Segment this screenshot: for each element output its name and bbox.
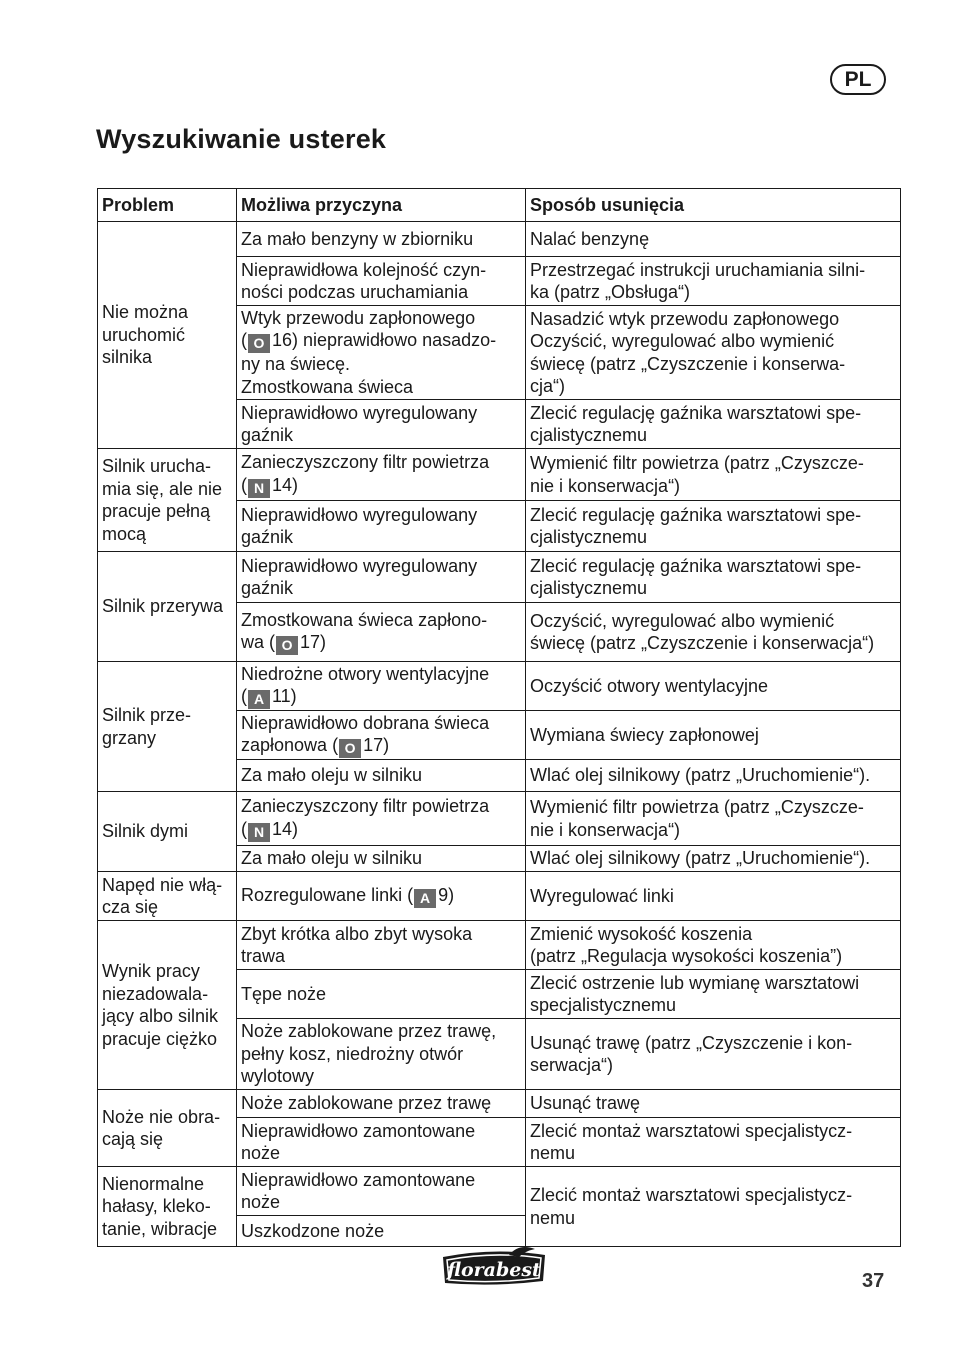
cell-line [102, 983, 232, 1006]
cell-line [102, 1106, 232, 1129]
cell-text: Zanieczyszczony filtr powietrza [241, 796, 490, 817]
cell-line [241, 734, 521, 758]
cell-line [530, 308, 896, 331]
cell-text: pełny kosz, niedrożny otwór [241, 1043, 464, 1064]
cell-text: zapłonowa ( [241, 735, 339, 756]
remedy-cell [526, 449, 901, 501]
remedy-cell [526, 921, 901, 970]
cell-text: Przestrzegać instrukcji uruchamiania silni- [530, 259, 866, 280]
remedy-cell [526, 662, 901, 711]
cell-text: Nieprawidłowo dobrana świeca [241, 712, 490, 733]
cell-line [102, 820, 232, 843]
cause-cell [237, 1090, 526, 1118]
cell-line [102, 1173, 232, 1196]
cell-line [102, 896, 232, 919]
cell-text: ( [241, 474, 247, 495]
problem-cell [98, 872, 237, 921]
cell-text: Wymiana świecy zapłonowej [530, 724, 759, 745]
cell-line [241, 923, 521, 946]
cell-line [530, 847, 896, 870]
cell-text: Nieprawidłowo wyregulowany [241, 555, 478, 576]
cell-line [241, 1065, 521, 1088]
cell-text: Wymienić filtr powietrza (patrz „Czyszcze- [530, 453, 864, 473]
cell-line [241, 712, 521, 735]
cell-text: Za mało benzyny w zbiorniku [241, 228, 474, 249]
cell-text: Silnik dymi [102, 821, 189, 842]
cell-text: Niedrożne otwory wentylacyjne [241, 663, 490, 684]
cell-line [530, 796, 896, 819]
cell-line [241, 631, 521, 655]
cell-text: nemu [530, 1143, 576, 1163]
cell-text: Zmostkowana świeca zapłono- [241, 609, 488, 630]
cell-text: Zmienić wysokość koszenia [530, 923, 753, 944]
cell-text: Tępe noże [241, 983, 327, 1004]
problem-cell [98, 792, 237, 872]
cause-cell [237, 711, 526, 760]
cell-text: nie i konserwacja“) [530, 819, 681, 840]
cell-text: świecę (patrz „Czyszczenie i konserwa- [530, 353, 846, 374]
page-title: Wyszukiwanie usterek [96, 124, 387, 154]
cell-text: nie i konserwacja“) [530, 475, 681, 496]
problem-cell [98, 1167, 237, 1247]
cause-cell [237, 1118, 526, 1167]
cell-line [530, 228, 896, 251]
cell-text: hałasy, kleko- [102, 1196, 211, 1217]
cell-line [241, 228, 521, 251]
cell-text: Za mało oleju w silniku [241, 848, 423, 869]
table-header-row [98, 189, 901, 222]
cell-text: Nieprawidłowa kolejność czyn- [241, 259, 487, 280]
cell-line [530, 526, 896, 549]
cell-line [241, 1120, 521, 1143]
problem-cell [98, 1090, 237, 1167]
cell-text: Noże zablokowane przez trawę [241, 1093, 492, 1114]
cell-text: Rozregulowane linki ( [241, 885, 414, 905]
cell-text: Wynik pracy [102, 961, 200, 981]
remedy-cell [526, 1167, 901, 1247]
cell-text: Silnik prze- [102, 705, 192, 725]
cause-cell [237, 449, 526, 501]
cell-text: 14) [272, 818, 299, 839]
cell-text: noże [241, 1143, 281, 1163]
cell-line [102, 960, 232, 983]
cell-text: 16) nieprawidłowo nasadzo- [272, 330, 497, 351]
cell-line [102, 455, 232, 478]
cell-text: wa ( [241, 632, 276, 653]
cell-text: 17) [363, 735, 390, 756]
cell-text: Nalać benzynę [530, 228, 650, 249]
cell-text: Noże nie obra- [102, 1106, 221, 1127]
cell-line [102, 324, 232, 347]
cell-text: Zlecić montaż warsztatowi specjalistycz- [530, 1120, 853, 1141]
cell-line [102, 523, 232, 546]
cell-line [241, 259, 521, 282]
cell-text: Nieprawidłowo zamontowane [241, 1169, 476, 1190]
cell-text: Usunąć trawę [530, 1093, 641, 1114]
column-header-remedy: Sposób usunięcia [526, 189, 901, 222]
cell-line [530, 475, 896, 498]
cell-text: Oczyścić, wyregulować albo wymienić [530, 331, 835, 351]
figure-reference-badge: N [248, 479, 270, 498]
cell-text: cjalistycznemu [530, 578, 648, 598]
cell-line [241, 1169, 521, 1192]
cell-line [530, 675, 896, 698]
cell-text: silnika [102, 347, 153, 368]
remedy-cell [526, 306, 901, 400]
cause-cell [237, 1216, 526, 1247]
cell-text: wylotowy [241, 1066, 315, 1087]
remedy-cell [526, 1090, 901, 1118]
figure-reference-badge: O [248, 334, 270, 353]
cell-line [102, 1195, 232, 1218]
problem-cell [98, 552, 237, 662]
cause-cell [237, 222, 526, 257]
cell-text: tanie, wibracje [102, 1218, 218, 1239]
cell-line [102, 301, 232, 324]
cell-text: Nienormalne [102, 1173, 205, 1194]
cell-text: Zbyt krótka albo zbyt wysoka [241, 923, 473, 944]
problem-cell [98, 662, 237, 792]
remedy-cell [526, 711, 901, 760]
cell-text: cjalistycznemu [530, 425, 648, 445]
cell-line [241, 1142, 521, 1165]
cell-text: Zlecić regulację gaźnika warsztatowi spe- [530, 555, 862, 576]
table-row [98, 662, 901, 711]
problem-cell [98, 449, 237, 552]
remedy-cell [526, 792, 901, 846]
cell-text: nemu [530, 1207, 576, 1228]
cell-text: Wlać olej silnikowy (patrz „Uruchomienie“). [530, 848, 871, 869]
cell-text: ( [241, 686, 247, 707]
figure-reference-badge: O [276, 636, 298, 655]
cell-text: jący albo silnik [102, 1006, 219, 1026]
cell-line [102, 1218, 232, 1241]
cell-text: Usunąć trawę (patrz „Czyszczenie i kon- [530, 1032, 853, 1053]
cell-line [102, 1128, 232, 1151]
cell-text: Silnik urucha- [102, 456, 212, 476]
cell-line [241, 1092, 521, 1115]
cause-cell [237, 501, 526, 552]
remedy-cell [526, 552, 901, 603]
cell-line [241, 884, 521, 908]
cause-cell [237, 257, 526, 306]
cell-line [102, 346, 232, 369]
cause-cell [237, 760, 526, 792]
cell-line [530, 885, 896, 908]
cell-line [530, 764, 896, 787]
remedy-cell [526, 760, 901, 792]
cell-line [530, 945, 896, 968]
cell-text: pracuje pełną [102, 501, 211, 521]
cell-line [530, 375, 896, 398]
cell-line [102, 595, 232, 618]
cell-line [530, 330, 896, 353]
page-number: 37 [862, 1270, 885, 1292]
cell-line [102, 1028, 232, 1051]
cell-line [241, 1020, 521, 1043]
cell-line [241, 402, 521, 425]
table-row [98, 552, 901, 603]
figure-reference-badge: A [248, 690, 270, 709]
cell-line [102, 727, 232, 750]
cell-text: Nieprawidłowo wyregulowany [241, 504, 478, 525]
cell-text: uruchomić [102, 324, 186, 345]
column-header-problem: Problem [98, 189, 237, 222]
problem-cell [98, 921, 237, 1090]
figure-reference-badge: A [414, 889, 436, 908]
cell-line [102, 1005, 232, 1028]
table-row [98, 449, 901, 501]
troubleshooting-table [97, 188, 901, 1247]
cell-text: 11) [272, 686, 297, 707]
cell-line [241, 1191, 521, 1214]
table-row [98, 1090, 901, 1118]
cause-cell [237, 1167, 526, 1216]
cell-text: Zlecić regulację gaźnika warsztatowi spe- [530, 504, 862, 525]
cell-text: 17) [300, 632, 327, 653]
cell-text: Napęd nie włą- [102, 874, 223, 895]
remedy-cell [526, 400, 901, 449]
cell-line [530, 1207, 896, 1230]
cell-text: cza się [102, 897, 159, 917]
figure-reference-badge: O [339, 739, 361, 758]
cell-line [530, 1142, 896, 1165]
cell-text: niezadowala- [102, 983, 209, 1004]
cell-line [241, 663, 521, 686]
cause-cell [237, 970, 526, 1019]
cell-line [530, 923, 896, 946]
cell-line [241, 504, 521, 527]
table-row [98, 792, 901, 846]
cause-cell [237, 603, 526, 662]
cell-line [530, 972, 896, 995]
cell-line [241, 474, 521, 498]
remedy-cell [526, 970, 901, 1019]
remedy-cell [526, 222, 901, 257]
cell-text: grzany [102, 727, 157, 748]
cell-text: Zlecić ostrzenie lub wymianę warsztatowi [530, 972, 860, 993]
cell-text: cają się [102, 1129, 164, 1149]
language-badge: PL [830, 64, 886, 95]
logo-text: florabest [447, 1259, 541, 1281]
cell-line [530, 1054, 896, 1077]
cell-text: gaźnik [241, 578, 294, 598]
cell-text: Zlecić regulację gaźnika warsztatowi spe- [530, 402, 862, 423]
cause-cell [237, 921, 526, 970]
cell-text: serwacja“) [530, 1055, 614, 1075]
cell-line [530, 555, 896, 578]
cell-line [530, 724, 896, 747]
cell-line [241, 424, 521, 447]
cell-line [530, 281, 896, 304]
figure-reference-badge: N [248, 823, 270, 842]
cell-line [241, 685, 521, 709]
cell-line [530, 424, 896, 447]
remedy-cell [526, 1118, 901, 1167]
cell-text: Wlać olej silnikowy (patrz „Uruchomienie“). [530, 765, 871, 786]
cell-line [241, 818, 521, 842]
cell-line [530, 1184, 896, 1207]
cell-text: Za mało oleju w silniku [241, 765, 423, 786]
cell-line [530, 1092, 896, 1115]
cell-text: gaźnik [241, 527, 294, 547]
cell-line [241, 577, 521, 600]
cause-cell [237, 1019, 526, 1090]
remedy-cell [526, 846, 901, 872]
cell-text: ka (patrz „Obsługa“) [530, 282, 691, 302]
cell-text: specjalistycznemu [530, 995, 677, 1015]
florabest-logo [439, 1245, 549, 1287]
cell-text: trawa [241, 946, 286, 966]
cell-line [530, 994, 896, 1017]
cell-line [241, 376, 521, 399]
remedy-cell [526, 872, 901, 921]
cell-line [241, 847, 521, 870]
cell-line [241, 555, 521, 578]
cell-text: cjalistycznemu [530, 527, 648, 547]
cell-line [241, 353, 521, 376]
cause-cell [237, 400, 526, 449]
cell-text: mocą [102, 523, 147, 544]
cell-text: ności podczas uruchamiania [241, 282, 469, 302]
cell-text: cja“) [530, 376, 565, 396]
cell-line [241, 329, 521, 353]
cell-text: 9) [438, 885, 455, 905]
cell-line [530, 259, 896, 282]
cell-text: ( [241, 818, 247, 839]
table-body [98, 222, 901, 1247]
cell-line [241, 609, 521, 632]
cell-text: (patrz „Regulacja wysokości koszenia”) [530, 946, 843, 966]
cell-line [241, 983, 521, 1006]
cell-text: Nasadzić wtyk przewodu zapłonowego [530, 308, 840, 329]
remedy-cell [526, 1019, 901, 1090]
cell-line [102, 704, 232, 727]
cell-text: pracuje ciężko [102, 1028, 218, 1049]
cell-text: Wymienić filtr powietrza (patrz „Czyszcze- [530, 797, 864, 817]
cell-text: Zmostkowana świeca [241, 376, 414, 397]
cell-line [530, 1120, 896, 1143]
cell-line [530, 1032, 896, 1055]
table-row [98, 222, 901, 257]
cause-cell [237, 662, 526, 711]
cell-text: Nieprawidłowo zamontowane [241, 1120, 476, 1141]
table-row [98, 872, 901, 921]
cell-line [241, 451, 521, 474]
cell-line [530, 402, 896, 425]
cell-text: gaźnik [241, 425, 294, 445]
cell-text: Wtyk przewodu zapłonowego [241, 307, 476, 328]
cell-line [530, 353, 896, 376]
cell-text: Nie można [102, 302, 189, 323]
table-row [98, 1167, 901, 1216]
cell-text: Uszkodzone noże [241, 1220, 385, 1241]
cause-cell [237, 846, 526, 872]
cause-cell [237, 552, 526, 603]
cell-text: Noże zablokowane przez trawę, [241, 1021, 497, 1042]
cell-text: Nieprawidłowo wyregulowany [241, 402, 478, 423]
cell-line [530, 504, 896, 527]
cell-line [530, 610, 896, 633]
cell-text: Oczyścić otwory wentylacyjne [530, 675, 769, 696]
remedy-cell [526, 501, 901, 552]
cell-line [530, 577, 896, 600]
cell-text: Oczyścić, wyregulować albo wymienić [530, 610, 835, 631]
cell-line [102, 478, 232, 501]
cell-text: świecę (patrz „Czyszczenie i konserwacja“) [530, 633, 875, 653]
cell-text: Wyregulować linki [530, 885, 674, 906]
cell-line [530, 632, 896, 655]
remedy-cell [526, 603, 901, 662]
cell-text: ny na świecę. [241, 354, 351, 375]
cell-line [102, 874, 232, 897]
column-header-cause: Możliwa przyczyna [237, 189, 526, 222]
cause-cell [237, 306, 526, 400]
cell-text: Zanieczyszczony filtr powietrza [241, 452, 490, 473]
cause-cell [237, 872, 526, 921]
cell-line [241, 945, 521, 968]
cell-line [530, 819, 896, 842]
cell-line [241, 281, 521, 304]
cell-line [241, 1043, 521, 1066]
cause-cell [237, 792, 526, 846]
cell-text: mia się, ale nie [102, 478, 223, 499]
cell-line [241, 307, 521, 330]
cell-line [530, 452, 896, 475]
cell-text: ( [241, 330, 247, 351]
cell-text: Zlecić montaż warsztatowi specjalistycz- [530, 1185, 853, 1205]
cell-line [241, 764, 521, 787]
cell-text: 14) [272, 474, 299, 495]
cell-line [102, 500, 232, 523]
table-row [98, 921, 901, 970]
problem-cell [98, 222, 237, 449]
cell-line [241, 1220, 521, 1243]
cell-text: noże [241, 1192, 281, 1212]
cell-text: Silnik przerywa [102, 596, 224, 617]
cell-line [241, 795, 521, 818]
cell-line [241, 526, 521, 549]
remedy-cell [526, 257, 901, 306]
